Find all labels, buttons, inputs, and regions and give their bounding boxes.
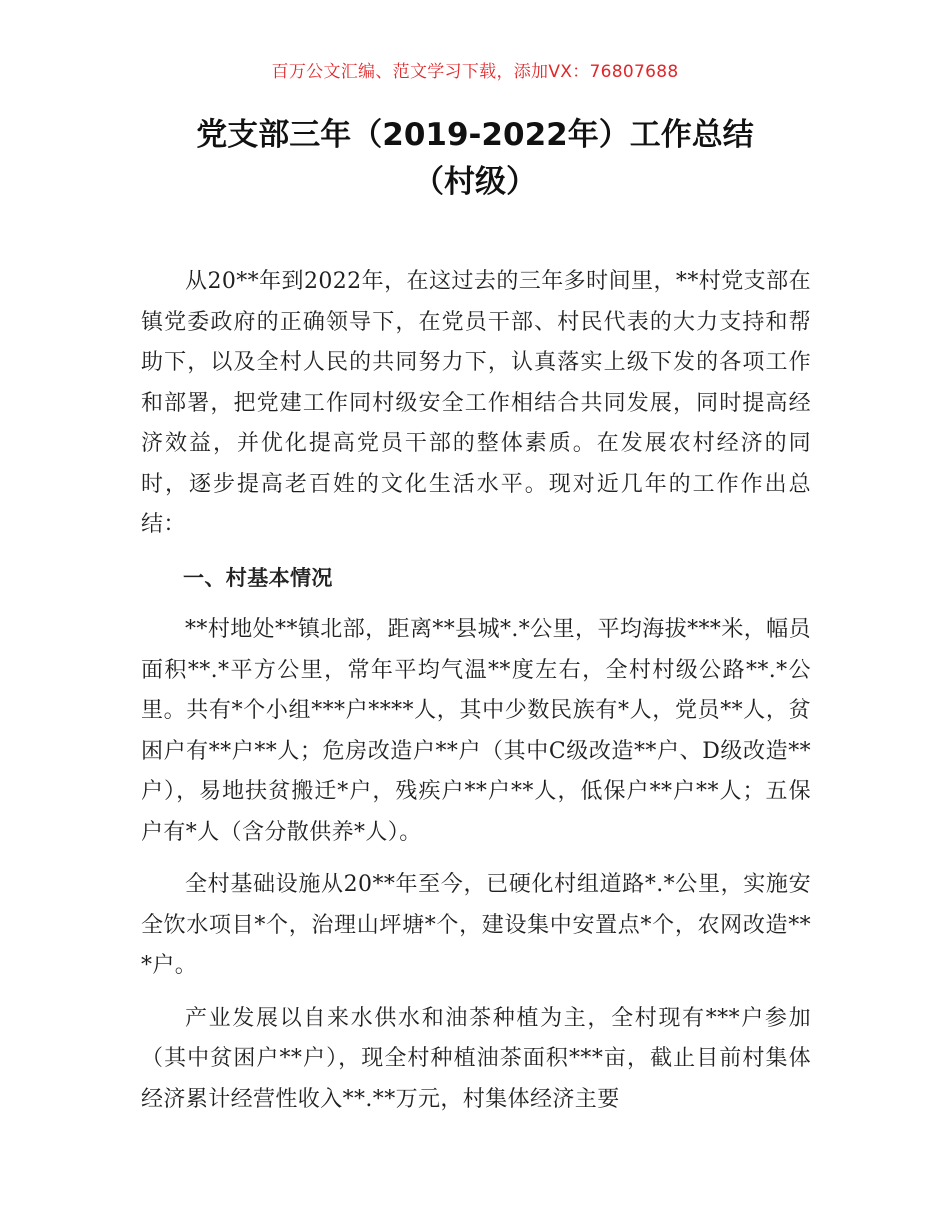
section-heading-1: 一、村基本情况 bbox=[183, 565, 333, 590]
header-note: 百万公文汇编、范文学习下载，添加VX：76807688 bbox=[271, 62, 679, 82]
basic-info-paragraph: **村地处**镇北部，距离**县城*.*公里，平均海拔***米，幅员面积**.*平方公里，常年平均气温**度左右，全村村级公路**.*公里。共有*个小组***户****人，其中少数民族有*人，党员**人，贫困户有**户**人；危房改造户**户（其中C级改造**户、D级改造**户），易地扶贫搬迁*户，残疾户**户**人，低保户**户**人；五保户有*人（含分散供养*人）。 bbox=[141, 617, 811, 845]
industry-paragraph: 产业发展以自来水供水和油茶种植为主，全村现有***户参加（其中贫困户**户），现全村种植油茶面积***亩，截止目前村集体经济累计经营性收入**.**万元，村集体经济主要 bbox=[141, 1005, 811, 1112]
document-body bbox=[141, 262, 811, 1132]
intro-paragraph: 从20**年到2022年，在这过去的三年多时间里，**村党支部在镇党委政府的正确领导下，在党员干部、村民代表的大力支持和帮助下，以及全村人民的共同努力下，认真落实上级下发的各项工作和部署，把党建工作同村级安全工作相结合共同发展，同时提高经济效益，并优化提高党员干部的整体素质。在发展农村经济的同时，逐步提高老百姓的文化生活水平。现对近几年的工作作出总结： bbox=[141, 269, 811, 537]
document-title bbox=[0, 112, 950, 206]
title-line-1: 党支部三年（2019-2022年）工作总结 bbox=[196, 117, 754, 153]
infrastructure-paragraph: 全村基础设施从20**年至今，已硬化村组道路*.*公里，实施安全饮水项目*个，治理山坪塘*个，建设集中安置点*个，农网改造***户。 bbox=[141, 872, 811, 978]
title-line-2: （村级） bbox=[413, 164, 537, 200]
